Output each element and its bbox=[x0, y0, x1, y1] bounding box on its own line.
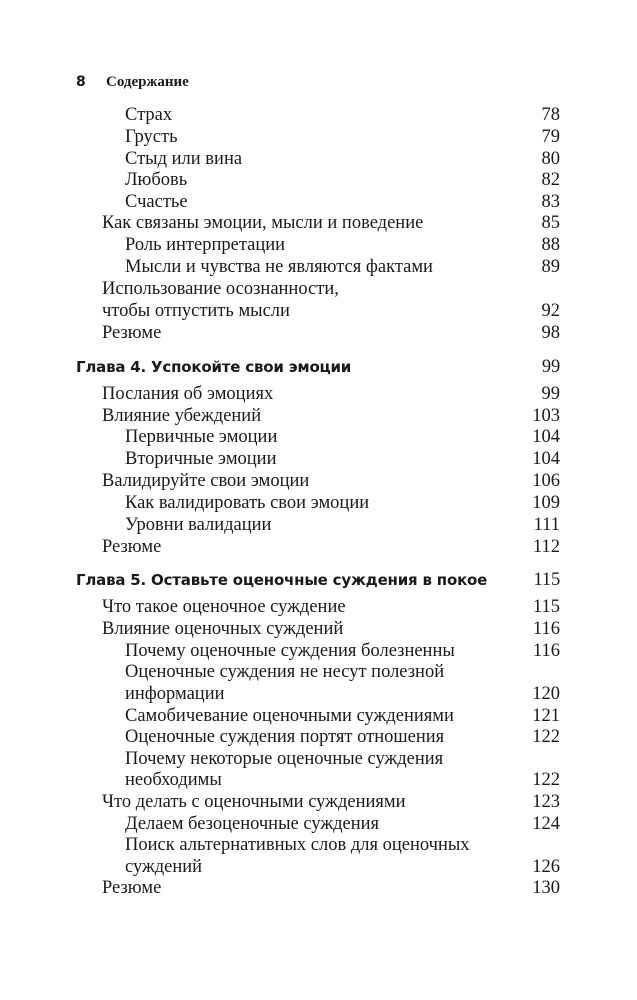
toc-entry-page: 78 bbox=[541, 105, 560, 125]
toc-entry bbox=[125, 148, 560, 170]
toc-chapter-heading bbox=[76, 356, 560, 378]
toc-entry bbox=[125, 104, 560, 126]
toc-entry-title: Почему оценочные суждения болезненны bbox=[125, 641, 455, 661]
toc-entry bbox=[125, 448, 560, 470]
toc-entry-page: 121 bbox=[532, 706, 560, 726]
toc-entry bbox=[125, 705, 560, 727]
toc-entry-page: 123 bbox=[532, 792, 560, 812]
toc-entry-page: 103 bbox=[532, 406, 560, 426]
toc-entry-title-continued: чтобы отпустить мысли bbox=[102, 301, 290, 321]
toc-entry-page: 106 bbox=[532, 471, 560, 491]
toc-entry-title: Первичные эмоции bbox=[125, 427, 278, 447]
toc-entry-page: 85 bbox=[541, 213, 560, 233]
toc-entry-page: 116 bbox=[532, 641, 560, 661]
toc-entry bbox=[102, 791, 560, 813]
toc-entry bbox=[102, 383, 560, 405]
toc-entry-page: 89 bbox=[541, 257, 560, 277]
toc-entry bbox=[102, 212, 560, 234]
toc-entry-page: 92 bbox=[541, 301, 560, 321]
toc-entry-title: Делаем безоценочные суждения bbox=[125, 814, 380, 834]
toc-entry bbox=[125, 834, 560, 856]
toc-entry bbox=[125, 748, 560, 770]
toc-entry-title: Резюме bbox=[102, 323, 162, 343]
toc-entry-title: Мысли и чувства не являются фактами bbox=[125, 257, 433, 277]
toc-entry-page: 88 bbox=[541, 235, 560, 255]
toc-entry-page: 124 bbox=[532, 814, 560, 834]
toc-entry-title: Страх bbox=[125, 105, 173, 125]
toc-entry-page: 99 bbox=[541, 384, 560, 404]
toc-entry-page: 130 bbox=[532, 878, 560, 898]
toc-entry bbox=[102, 278, 560, 300]
toc-entry-page: 116 bbox=[532, 619, 560, 639]
toc-entry bbox=[102, 405, 560, 427]
toc-entry bbox=[125, 726, 560, 748]
toc-entry-page: 109 bbox=[532, 493, 560, 513]
toc-entry-page: 115 bbox=[532, 597, 560, 617]
toc-entry-title: Самобичевание оценочными суждениями bbox=[125, 706, 454, 726]
toc-entry bbox=[102, 877, 560, 899]
toc-entry-title: Почему некоторые оценочные суждения bbox=[125, 749, 444, 769]
toc-entry bbox=[102, 596, 560, 618]
toc-entry-page: 83 bbox=[541, 192, 560, 212]
toc-entry bbox=[125, 813, 560, 835]
running-head bbox=[76, 72, 189, 92]
toc-entry bbox=[125, 256, 560, 278]
toc-entry-title: Как валидировать свои эмоции bbox=[125, 493, 370, 513]
toc-entry bbox=[102, 618, 560, 640]
toc-entry-title: Что такое оценочное суждение bbox=[102, 597, 346, 617]
toc-entry-title: Как связаны эмоции, мысли и поведение bbox=[102, 213, 424, 233]
toc-entry bbox=[102, 322, 560, 344]
toc-entry-title: Грусть bbox=[125, 127, 178, 147]
toc-entry-page: 126 bbox=[532, 857, 560, 877]
toc-entry-title: Использование осознанности, bbox=[102, 279, 339, 299]
toc-entry-page: 80 bbox=[541, 149, 560, 169]
toc-entry-title: Роль интерпретации bbox=[125, 235, 286, 255]
toc-entry-title: Оценочные суждения портят отношения bbox=[125, 727, 445, 747]
toc-entry-title-continued: необходимы bbox=[125, 770, 222, 790]
toc-entry-page: 112 bbox=[532, 537, 560, 557]
toc-entry-title: Уровни валидации bbox=[125, 515, 272, 535]
toc-entry bbox=[125, 492, 560, 514]
toc-entry-title: Стыд или вина bbox=[125, 149, 243, 169]
toc-entry bbox=[125, 856, 560, 878]
toc-entry-title: Валидируйте свои эмоции bbox=[102, 471, 310, 491]
toc-entry-title: Поиск альтернативных слов для оценочных bbox=[125, 835, 470, 855]
toc-chapter-heading bbox=[76, 569, 560, 591]
toc-entry-title: Счастье bbox=[125, 192, 188, 212]
toc-entry bbox=[102, 300, 560, 322]
toc-entry-title: Резюме bbox=[102, 537, 162, 557]
toc-entry-page: 122 bbox=[532, 770, 560, 790]
toc-entry-title: Влияние убеждений bbox=[102, 406, 262, 426]
toc-entry bbox=[125, 169, 560, 191]
toc-entry-page: 82 bbox=[541, 170, 560, 190]
chapter-title: Глава 5. Оставьте оценочные суждения в покое bbox=[76, 571, 488, 589]
toc-entry-title: Оценочные суждения не несут полезной bbox=[125, 662, 445, 682]
toc-entry-title-continued: информации bbox=[125, 684, 225, 704]
toc-entry-title: Любовь bbox=[125, 170, 188, 190]
toc-entry-page: 79 bbox=[541, 127, 560, 147]
toc-entry-title: Что делать с оценочными суждениями bbox=[102, 792, 406, 812]
toc-entry-page: 120 bbox=[532, 684, 560, 704]
toc-entry-page: 111 bbox=[533, 515, 560, 535]
toc-entry bbox=[125, 191, 560, 213]
toc-entry bbox=[125, 234, 560, 256]
toc-entry bbox=[125, 640, 560, 662]
toc-entry bbox=[125, 683, 560, 705]
toc-entry-page: 122 bbox=[532, 727, 560, 747]
toc-entry bbox=[102, 536, 560, 558]
toc-entry-title: Влияние оценочных суждений bbox=[102, 619, 344, 639]
toc-entry-page: 104 bbox=[532, 449, 560, 469]
running-head-title: Содержание bbox=[106, 74, 189, 90]
toc-entry-title: Послания об эмоциях bbox=[102, 384, 274, 404]
toc-entry-title: Резюме bbox=[102, 878, 162, 898]
toc-entry-title: Вторичные эмоции bbox=[125, 449, 277, 469]
toc-entry bbox=[125, 426, 560, 448]
toc-entry bbox=[125, 514, 560, 536]
chapter-page: 115 bbox=[533, 570, 560, 590]
toc-entry bbox=[125, 769, 560, 791]
chapter-page: 99 bbox=[541, 357, 560, 377]
toc-entry-title-continued: суждений bbox=[125, 857, 203, 877]
page-number: 8 bbox=[76, 74, 86, 90]
toc-entry-page: 104 bbox=[532, 427, 560, 447]
toc-entry-page: 98 bbox=[541, 323, 560, 343]
chapter-title: Глава 4. Успокойте свои эмоции bbox=[76, 358, 352, 376]
toc-entry bbox=[125, 126, 560, 148]
toc-entry bbox=[102, 470, 560, 492]
toc-entry bbox=[125, 661, 560, 683]
